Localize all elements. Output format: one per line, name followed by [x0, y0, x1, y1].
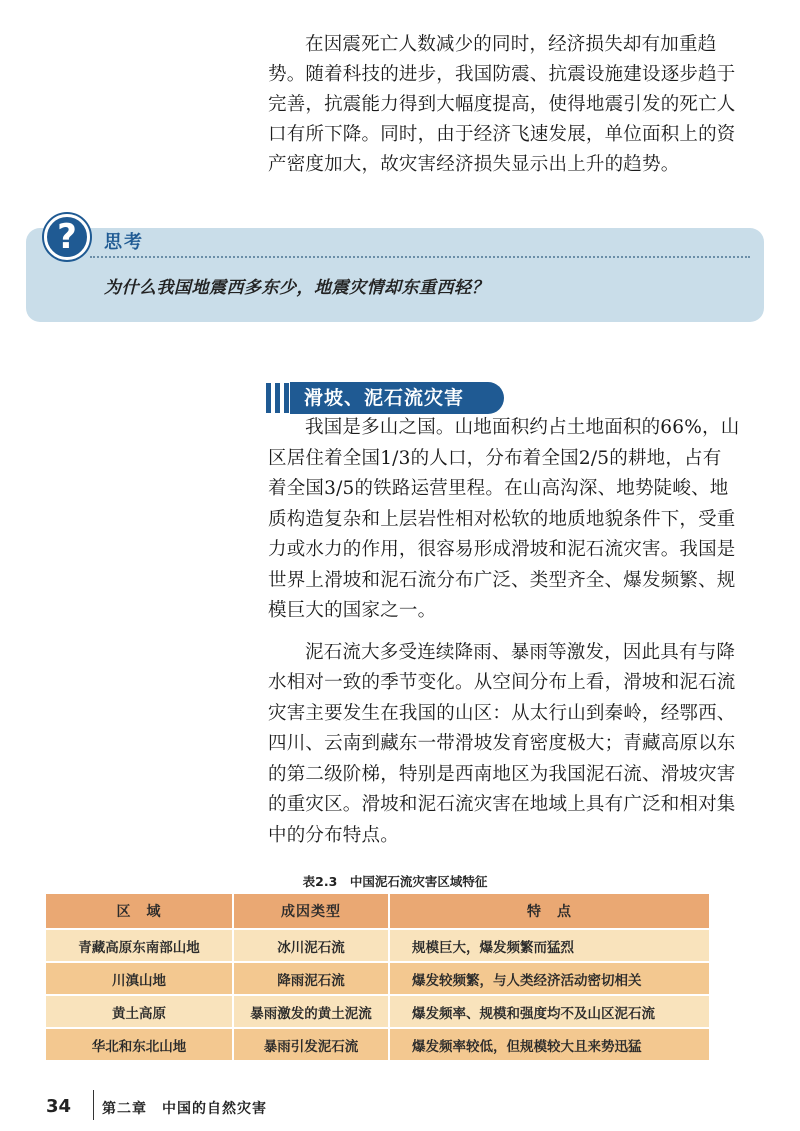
table-cell-features: 爆发较频繁，与人类经济活动密切相关 [389, 962, 709, 995]
table-row [46, 929, 709, 962]
table-row [46, 995, 709, 1028]
table-row [46, 1028, 709, 1060]
chapter-title: 第二章 中国的自然灾害 [102, 1101, 267, 1117]
footer-divider [93, 1090, 94, 1120]
section-body [268, 413, 740, 862]
table-header-region: 区 域 [46, 894, 233, 929]
section-paragraph-2: 泥石流大多受连续降雨、暴雨等激发，因此具有与降水相对一致的季节变化。从空间分布上看，滑坡和泥石流灾害主要发生在我国的山区：从太行山到秦岭，经鄂西、四川、云南到藏东一带滑坡发育密度极大；青藏高原以东的第二级阶梯，特别是西南地区为我国泥石流、滑坡灾害的重灾区。滑坡和泥石流灾害在地域上具有广泛和相对集中的分布特点。 [268, 641, 736, 846]
question-mark-icon: ? [44, 214, 90, 260]
table-cell-region: 川滇山地 [46, 962, 233, 995]
dotted-divider [90, 256, 750, 258]
table-header-features: 特 点 [389, 894, 709, 929]
intro-text [268, 30, 738, 180]
table-cell-region: 黄土高原 [46, 995, 233, 1028]
table-cell-region: 青藏高原东南部山地 [46, 929, 233, 962]
section-paragraph-1: 我国是多山之国。山地面积约占土地面积的66%，山区居住着全国1/3的人口，分布着全国2/5的耕地，占有着全国3/5的铁路运营里程。在山高沟深、地势陡峻、地质构造复杂和上层岩性相对松软的地质地貌条件下，受重力或水力的作用，很容易形成滑坡和泥石流灾害。我国是世界上滑坡和泥石流分布广泛、类型齐全、爆发频繁、规模巨大的国家之一。 [268, 417, 740, 621]
table-cell-cause: 暴雨激发的黄土泥流 [233, 995, 389, 1028]
think-question: 为什么我国地震西多东少，地震灾情却东重西轻？ [104, 278, 489, 298]
debris-flow-table [46, 894, 709, 1053]
table-cell-cause: 降雨泥石流 [233, 962, 389, 995]
table-cell-features: 爆发频率较低，但规模较大且来势迅猛 [389, 1028, 709, 1060]
table-cell-cause: 冰川泥石流 [233, 929, 389, 962]
page-number: 34 [46, 1096, 72, 1117]
table-caption: 表2.3 中国泥石流灾害区域特征 [302, 874, 488, 889]
table-cell-cause: 暴雨引发泥石流 [233, 1028, 389, 1060]
section-heading: 滑坡、泥石流灾害 [290, 382, 504, 414]
intro-paragraph: 在因震死亡人数减少的同时，经济损失却有加重趋势。随着科技的进步，我国防震、抗震设施建设逐步趋于完善，抗震能力得到大幅度提高，使得地震引发的死亡人口有所下降。同时，由于经济飞速发展，单位面积上的资产密度加大，故灾害经济损失显示出上升的趋势。 [268, 34, 736, 175]
think-title: 思考 [104, 232, 144, 253]
table-cell-region: 华北和东北山地 [46, 1028, 233, 1060]
table-row [46, 962, 709, 995]
table-cell-features: 规模巨大，爆发频繁而猛烈 [389, 929, 709, 962]
table-cell-features: 爆发频率、规模和强度均不及山区泥石流 [389, 995, 709, 1028]
table-header-cause: 成因类型 [233, 894, 389, 929]
table-header-row [46, 894, 709, 929]
